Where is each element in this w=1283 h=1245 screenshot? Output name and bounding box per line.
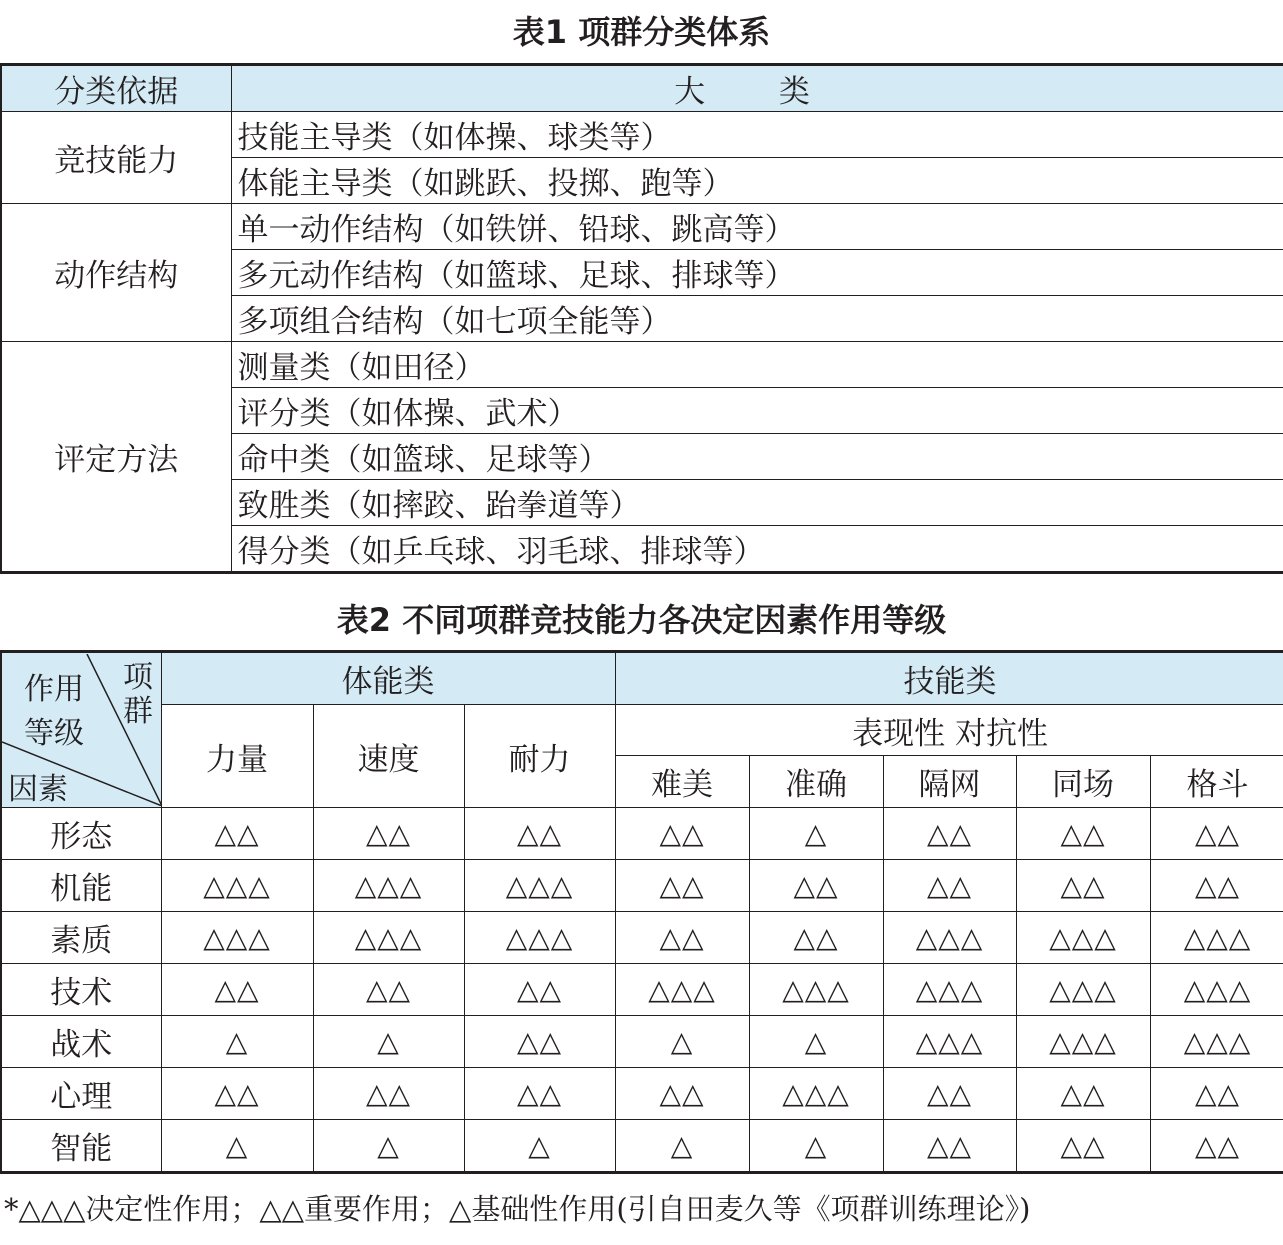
skill-subheader: 表现性 对抗性 (615, 705, 1283, 756)
level-mark: △△ (464, 808, 615, 860)
level-mark: △△ (1150, 1068, 1283, 1120)
level-mark: △△ (883, 1120, 1016, 1173)
table-row (1, 1120, 1283, 1173)
table-row (1, 860, 1283, 912)
level-mark: △△ (883, 860, 1016, 912)
corner-cell (1, 652, 161, 808)
group-name: 竞技能力 (1, 112, 231, 204)
level-mark: △△△ (883, 912, 1016, 964)
level-mark: △△ (615, 1068, 749, 1120)
level-mark: △△△ (1016, 912, 1150, 964)
factor-label: 形态 (1, 808, 161, 860)
level-mark: △ (464, 1120, 615, 1173)
level-mark: △△△ (1150, 912, 1283, 964)
corner-level-1: 作用 (24, 672, 84, 707)
col-speed: 速度 (313, 705, 464, 808)
level-mark: △△ (1150, 1120, 1283, 1173)
header-skill: 技能类 (615, 652, 1283, 705)
level-mark: △ (615, 1120, 749, 1173)
level-mark: △△△ (313, 860, 464, 912)
header-physical: 体能类 (161, 652, 615, 705)
classification-table (0, 63, 1283, 574)
col-same-field: 同场 (1016, 756, 1150, 808)
level-mark: △△△ (1016, 1016, 1150, 1068)
level-mark: △△ (161, 964, 313, 1016)
col-difficulty-beauty: 难美 (615, 756, 749, 808)
level-mark: △ (749, 808, 883, 860)
group-name: 评定方法 (1, 342, 231, 573)
corner-group-1: 项 (123, 660, 153, 695)
group-item: 命中类（如篮球、足球等） (231, 434, 1283, 480)
group-item: 单一动作结构（如铁饼、铅球、跳高等） (231, 204, 1283, 250)
level-mark: △△ (313, 964, 464, 1016)
group-item: 评分类（如体操、武术） (231, 388, 1283, 434)
level-mark: △△ (1150, 808, 1283, 860)
header-major: 大 类 (231, 65, 1283, 112)
level-mark: △△ (313, 1068, 464, 1120)
level-mark: △△△ (1150, 1016, 1283, 1068)
level-mark: △△ (161, 1068, 313, 1120)
factor-label: 战术 (1, 1016, 161, 1068)
group-item: 多项组合结构（如七项全能等） (231, 296, 1283, 342)
table-row (1, 964, 1283, 1016)
col-combat: 格斗 (1150, 756, 1283, 808)
col-strength: 力量 (161, 705, 313, 808)
level-mark: △△ (615, 860, 749, 912)
level-mark: △ (161, 1016, 313, 1068)
level-mark: △△ (313, 808, 464, 860)
level-mark: △△△ (749, 964, 883, 1016)
level-mark: △△△ (161, 912, 313, 964)
group-item: 致胜类（如摔跤、跆拳道等） (231, 480, 1283, 526)
header-basis: 分类依据 (1, 65, 231, 112)
group-item: 得分类（如乒乓球、羽毛球、排球等） (231, 526, 1283, 573)
level-mark: △△△ (161, 860, 313, 912)
level-mark: △△ (615, 808, 749, 860)
factor-level-table (0, 650, 1283, 1174)
factor-label: 素质 (1, 912, 161, 964)
level-mark: △△△ (615, 964, 749, 1016)
table1-title: 表1 项群分类体系 (512, 13, 771, 51)
group-item: 体能主导类（如跳跃、投掷、跑等） (231, 158, 1283, 204)
level-mark: △△△ (749, 1068, 883, 1120)
corner-group-2: 群 (123, 694, 153, 729)
level-mark: △△ (1016, 808, 1150, 860)
level-mark: △△ (749, 912, 883, 964)
group-name: 动作结构 (1, 204, 231, 342)
level-mark: △ (615, 1016, 749, 1068)
level-mark: △△ (1016, 1120, 1150, 1173)
group-item: 多元动作结构（如篮球、足球、排球等） (231, 250, 1283, 296)
level-mark: △ (161, 1120, 313, 1173)
level-mark: △△ (464, 1068, 615, 1120)
level-mark: △△ (1016, 860, 1150, 912)
group-item: 测量类（如田径） (231, 342, 1283, 388)
level-mark: △△ (615, 912, 749, 964)
corner-factor: 因素 (8, 772, 68, 807)
group-item: 技能主导类（如体操、球类等） (231, 112, 1283, 158)
level-mark: △△△ (883, 964, 1016, 1016)
level-mark: △ (313, 1016, 464, 1068)
factor-label: 技术 (1, 964, 161, 1016)
level-mark: △△△ (313, 912, 464, 964)
factor-label: 智能 (1, 1120, 161, 1173)
level-mark: △ (749, 1120, 883, 1173)
table2-title: 表2 不同项群竞技能力各决定因素作用等级 (336, 601, 947, 639)
level-mark: △△△ (883, 1016, 1016, 1068)
level-mark: △△ (1150, 860, 1283, 912)
level-mark: △△△ (1016, 964, 1150, 1016)
level-mark: △△ (883, 1068, 1016, 1120)
level-mark: △△△ (464, 860, 615, 912)
level-mark: △△△ (464, 912, 615, 964)
level-mark: △△ (464, 1016, 615, 1068)
level-mark: △ (313, 1120, 464, 1173)
footnote: *△△△决定性作用；△△重要作用；△基础性作用(引自田麦久等《项群训练理论》) (4, 1192, 1031, 1226)
level-mark: △△ (464, 964, 615, 1016)
level-mark: △△ (161, 808, 313, 860)
level-mark: △△ (883, 808, 1016, 860)
col-net: 隔网 (883, 756, 1016, 808)
table-row (1, 1016, 1283, 1068)
col-accuracy: 准确 (749, 756, 883, 808)
factor-label: 机能 (1, 860, 161, 912)
level-mark: △ (749, 1016, 883, 1068)
col-endurance: 耐力 (464, 705, 615, 808)
table-row (1, 1068, 1283, 1120)
level-mark: △△△ (1150, 964, 1283, 1016)
corner-level-2: 等级 (24, 716, 84, 751)
table-row (1, 808, 1283, 860)
factor-rows (1, 808, 1283, 1173)
factor-label: 心理 (1, 1068, 161, 1120)
level-mark: △△ (749, 860, 883, 912)
table-row (1, 912, 1283, 964)
level-mark: △△ (1016, 1068, 1150, 1120)
